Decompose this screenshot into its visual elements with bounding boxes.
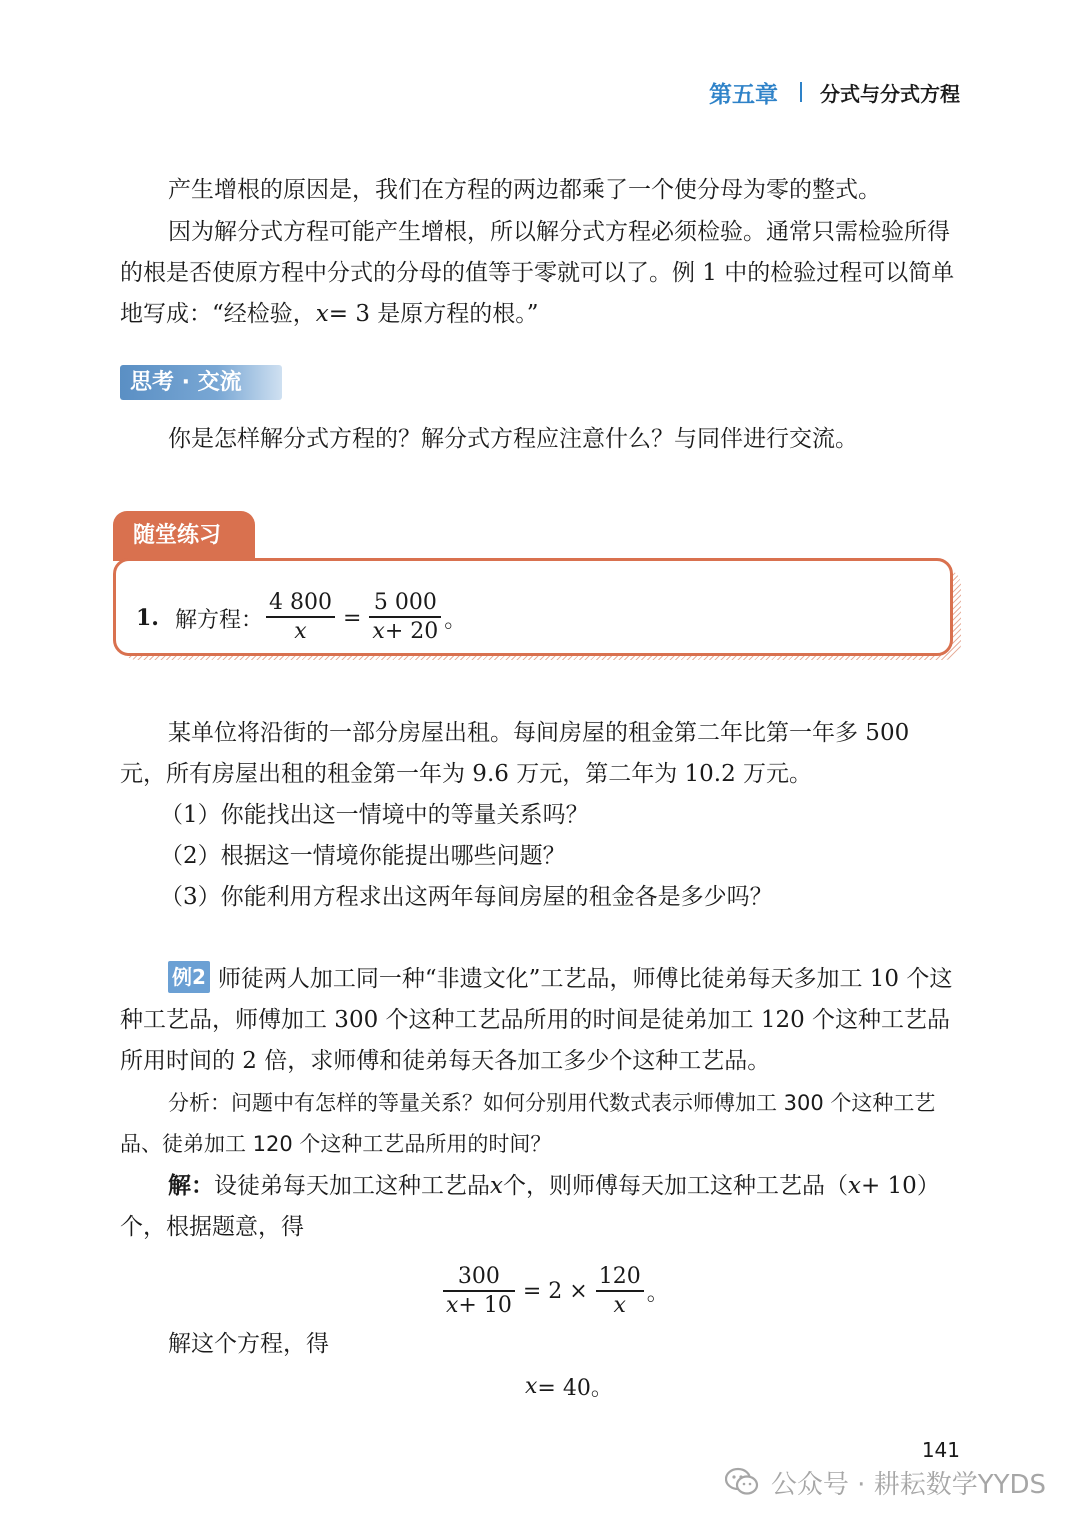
equals-two-times: = 2 × bbox=[522, 1279, 588, 1305]
equals-sign: = bbox=[342, 605, 362, 631]
example-2-analysis: 分析：问题中有怎样的等量关系？如何分别用代数式表示师傅加工 300 个这种工艺品、徒弟加工 120 个这种工艺品所用的时间？ bbox=[120, 1091, 936, 1156]
fraction-right-denominator: x bbox=[613, 1292, 626, 1318]
practice-item-label: 解方程： bbox=[174, 607, 263, 633]
practice-item-1 bbox=[136, 591, 466, 645]
fraction-lhs-denominator: x bbox=[294, 618, 307, 644]
fraction-lhs-numerator: 4 800 bbox=[268, 590, 332, 616]
practice-item-number: 1. bbox=[136, 605, 159, 631]
result-rest: = 40。 bbox=[537, 1376, 613, 1401]
scenario-paragraph: 某单位将沿街的一部分房屋出租。每间房屋的租金第二年比第一年多 500 元，所有房屋出租的租金第一年为 9.6 万元，第二年为 10.2 万元。 bbox=[120, 720, 910, 787]
fraction-rhs-denominator bbox=[369, 618, 441, 646]
scenario-question-1: （1）你能找出这一情境中的等量关系吗？ bbox=[160, 802, 589, 828]
math-var-x: x bbox=[847, 1173, 861, 1199]
example-2-tag: 例2 bbox=[168, 961, 210, 993]
fraction-left-denominator bbox=[443, 1292, 515, 1320]
math-var-x: x bbox=[446, 1292, 459, 1318]
wechat-icon bbox=[725, 1467, 759, 1497]
fraction-rhs-numerator: 5 000 bbox=[373, 590, 437, 616]
solution-text-1: 设徒弟每天加工这种工艺品 bbox=[214, 1173, 490, 1199]
math-var-x: x bbox=[372, 618, 385, 644]
example-2-solution bbox=[120, 1165, 962, 1248]
equation-main bbox=[440, 1264, 669, 1320]
header-divider bbox=[800, 82, 802, 102]
think-discuss-label: 思考 · 交流 bbox=[130, 370, 242, 395]
watermark bbox=[725, 1462, 1046, 1502]
fraction-left-denominator-rest: + 10 bbox=[458, 1292, 512, 1318]
fraction-lhs bbox=[266, 590, 335, 646]
paragraph-check-roots-tail: = 3 是原方程的根。” bbox=[328, 301, 539, 327]
sentence-end: 。 bbox=[646, 1281, 669, 1307]
fraction-right-numerator: 120 bbox=[598, 1264, 641, 1289]
fraction-left bbox=[443, 1264, 515, 1320]
math-var-x: x bbox=[525, 1374, 538, 1399]
practice-box bbox=[113, 558, 953, 656]
example-2-text: 师徒两人加工同一种“非遗文化”工艺品，师傅比徒弟每天多加工 10 个这种工艺品，师傅加工 300 个这种工艺品所用的时间是徒弟加工 120 个这种工艺品所用时间的 2 倍，求师傅和徒弟每天各加工多少个这种工艺品。 bbox=[120, 966, 953, 1074]
fraction-rhs-denominator-rest: + 20 bbox=[384, 618, 439, 644]
page-number: 141 bbox=[921, 1438, 960, 1462]
chapter-title: 分式与分式方程 bbox=[820, 81, 960, 106]
equation-result bbox=[525, 1366, 613, 1407]
solve-equation-text: 解这个方程，得 bbox=[168, 1331, 329, 1357]
think-discuss-tag bbox=[120, 365, 282, 400]
fraction-rhs bbox=[369, 590, 441, 646]
paragraph-extraneous-root-reason: 产生增根的原因是，我们在方程的两边都乘了一个使分母为零的整式。 bbox=[168, 177, 881, 203]
watermark-text: 公众号 · 耕耘数学YYDS bbox=[770, 1469, 1046, 1500]
sentence-end: 。 bbox=[444, 607, 467, 633]
solution-label: 解： bbox=[168, 1172, 214, 1199]
paragraph-check-roots bbox=[120, 212, 962, 335]
solution-paren-open: （ bbox=[824, 1173, 848, 1199]
chapter-header bbox=[709, 74, 960, 110]
example-2-problem bbox=[120, 959, 962, 1082]
solution-text-3: + 10）个，根据题意，得 bbox=[120, 1173, 940, 1240]
solution-text-2: 个，则师傅每天加工这种工艺品 bbox=[502, 1173, 825, 1199]
fraction-right bbox=[596, 1264, 644, 1320]
math-var-x: x bbox=[490, 1173, 503, 1199]
scenario-question-3: （3）你能利用方程求出这两年每间房屋的租金各是多少吗？ bbox=[160, 884, 773, 910]
practice-tab-label: 随堂练习 bbox=[133, 523, 222, 548]
scenario-question-2: （2）根据这一情境你能提出哪些问题？ bbox=[160, 843, 566, 869]
practice-tab bbox=[113, 511, 255, 561]
paragraph-check-roots-text: 因为解分式方程可能产生增根，所以解分式方程必须检验。通常只需检验所得的根是否使原方程中分式的分母的值等于零就可以了。例 1 中的检验过程可以简单地写成：“经检验， bbox=[120, 219, 955, 327]
math-var-x: x bbox=[315, 301, 329, 327]
think-discuss-text: 你是怎样解分式方程的？解分式方程应注意什么？与同伴进行交流。 bbox=[168, 426, 858, 452]
fraction-left-numerator: 300 bbox=[457, 1264, 500, 1289]
chapter-number: 第五章 bbox=[709, 81, 778, 108]
